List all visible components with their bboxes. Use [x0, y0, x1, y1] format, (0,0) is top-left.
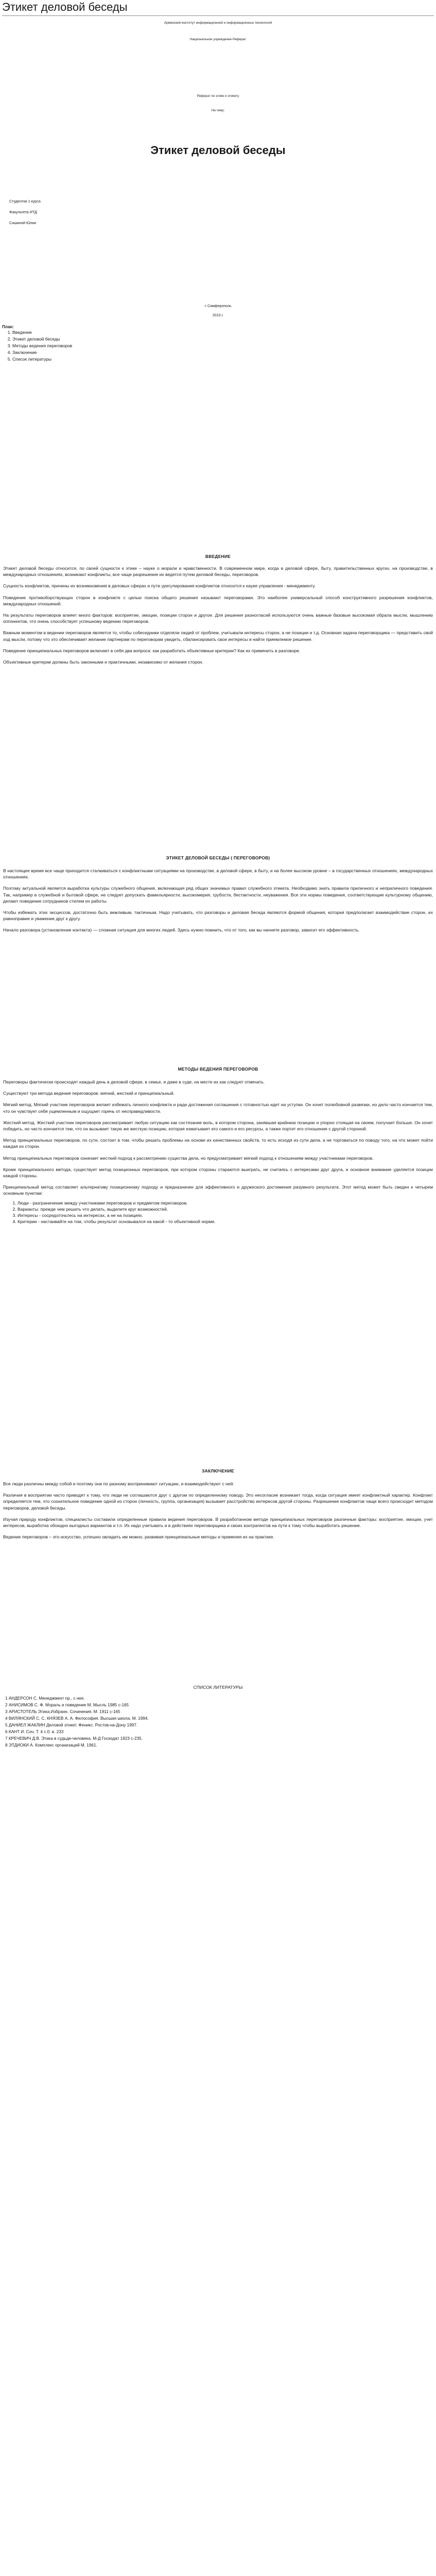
part2-section	[0, 1066, 436, 1225]
institution-line-2: Национальное учреждение Реферат	[189, 38, 247, 41]
part1-section	[0, 855, 436, 934]
part2-paragraph: Переговоры фактически происходят каждый день в деловой сфере, в семье, и даже в суде, на месте их как следует отмечать.	[3, 1079, 265, 1084]
intro-paragraph: Важным моментом в ведении переговоров является то, чтобы собеседники отделяли людей от проблем, учитывали интересы сторон, а не позиции и т.д. Основная задача переговорщика — представить свой ход мысли, потому что это обеспечивает желание партнерам по переговорам увидеть, сбалансировать свои интересы и найти приемлемое решение.	[3, 630, 433, 642]
reference-item: 6 КАНТ И. Соч. Т. 4 с.0: в. 233	[5, 1730, 64, 1734]
conclusion-section	[0, 1468, 436, 1540]
part1-paragraph: Чтобы избежать этих эксцессов, достаточно быть вежливым, тактичным. Надо учитывать, что разговоры и деловая беседа являются формой общения, которая предполагает взаимодействие сторон, их равноправие и уважение друг к другу.	[3, 910, 433, 922]
reference-item: 2 АНИСИМОВ С. Ф. Мораль и поведение М. Мысль 1985 с-165	[5, 1703, 129, 1707]
conclusion-paragraph: Ведение переговоров – это искусство, успешно овладеть им можно, развивая принципиальные методы и применяя их на практике.	[3, 1534, 274, 1540]
name-line: Сишиной Юлии	[9, 221, 37, 225]
plan-item: 2. Этикет деловой беседы	[12, 336, 436, 343]
principles-list-item: 2. Варианты: прежде чем решить что делать, выделите круг возможностей.	[18, 1206, 436, 1212]
reference-item: 3 АРИСТОТЕЛЬ Этика.Избранн. Сочинения. М. 1911 с-165	[5, 1709, 120, 1714]
cover-city-year	[0, 304, 436, 318]
part2-paragraph: Метод принципиальных переговоров, по сути, состоит в том, чтобы решать проблемы на основе их качественных свойств, то есть исходя из сути дела, а не торговаться по поводу того, на что может пойти каждая из сторон.	[3, 1138, 433, 1149]
part2-paragraph: Принципиальный метод составляет альтернативу позиционному подходу и предназначен для эффективного и дружеского достижения разумного результата. Этот метод может быть сведен к четырем основным пунктам:	[3, 1184, 433, 1196]
conclusion-paragraph: Изучая природу конфликтов, специалисты составили определенные правила ведения переговоров. В разработанном методе принципиальных переговоров различные факторы: восприятие, эмоции, учет интересов, выработка обоюдно выгодных вариантов и т.п. Их надо учитывать и в действиях переговорщика и своих контрагентов на пути к тому чтобы выработать решение.	[3, 1516, 433, 1529]
intro-paragraph: Сущность конфликтов, причины их возникновения в деловых сферах и пути урегулирования конфликтов относится к науке управления - менеджменту.	[3, 583, 316, 589]
principles-list-item: 4. Критерии - настаивайте на том, чтобы результат основывался на какой - то объективной норме.	[18, 1218, 436, 1225]
document-title: Этикет деловой беседы	[150, 144, 286, 157]
principles-list	[0, 1200, 436, 1225]
reference-item: 1 АНДЕРСОН С. Менеджмент пр., с нее.	[5, 1696, 85, 1701]
part2-paragraph: Мягкий метод. Мягкий участник переговоров желает избежать личного конфликта и ради достижения соглашения с готовностью идет на уступки. Он хочет полюбовной развязки, но дело часто кончается тем, что он чувствует себя ущемленным и ощущает горечь от несправедливости.	[3, 1102, 433, 1114]
part2-paragraph: Существуют три метода ведения переговоров: мягкий, жесткий и принципиальный.	[3, 1091, 175, 1096]
intro-paragraph: Объективные критерии должны быть законными и практичными, независимо от желания сторон.	[3, 659, 203, 665]
topic-line: На тему:	[211, 109, 225, 112]
references-section	[0, 1685, 436, 1749]
conclusion-paragraph: Все люди различны между собой и поэтому они по разному воспринимают ситуацию, и взаимодействуют с ней.	[3, 1481, 234, 1486]
part2-paragraph: Кроме принципиального метода, существует метод позиционных переговоров, при котором стороны стараются выиграть, не считаясь с интересами друг друга, и основное внимание уделяется позиции каждой стороны.	[3, 1166, 433, 1179]
faculty-line: Факультета ИТД	[9, 210, 37, 214]
plan-title: План:	[2, 325, 14, 329]
part1-paragraph: Поэтому актуальной является выработка культуры служебного общения, включающая ряд общих значимых правил служебного этикета. Необходимо знать правила приличного и неприличного поведения. Так, например в служебной и бытовой сфере, не следует допускать фамильярности, высокомерия, грубости, бестактности, неуважения. Все эти нормы поведения, соответствующие культурному общению, делают поведение сотрудников стилем их работы.	[3, 886, 433, 904]
part1-paragraph: В настоящее время все чаще приходится сталкиваться с конфликтными ситуациями на производстве, в деловой сфере, в быту, и на более высоком уровне – в государственных отношениях, международных отношениях.	[3, 868, 433, 880]
intro-paragraph: Поведение принципиальных переговоров включает в себя два вопроса: как разработать объективные критерии? Как их применить в разговоре.	[3, 648, 301, 653]
institution-line-1: Армянский институт информационной и информационных технологий	[164, 21, 272, 25]
referat-line: Реферат по этике и этикету	[197, 94, 239, 98]
principles-list-item: 1. Люди - разграничение между участниками переговоров и предметом переговоров.	[18, 1200, 436, 1206]
plan-section	[0, 325, 436, 363]
intro-paragraph: Поведение противоборствующих сторон в конфликте с целью поиска общего решения называют переговорами. Это наиболее универсальный способ конструктивного разрешения конфликтов, международных отношений.	[3, 595, 433, 606]
plan-list	[0, 329, 436, 363]
plan-item: 1. Введение	[12, 329, 436, 336]
conclusion-paragraph: Различия в восприятии часто приводят к тому, что люди не соглашаются друг с другом по определенному поводу. Это несогласие возникает тогда, когда ситуация имеет конфликтный характер. Конфликт определяется тем, что сознательное поведение одной из сторон (личность, группа, организация) вызывает расстройство интересов другой стороны. Разрешение конфликтов чаще всего происходит методом переговоров, деловой беседы.	[3, 1493, 433, 1511]
year-line: 2010 г.	[212, 314, 224, 317]
cover-author-block	[0, 198, 436, 226]
part1-heading: ЭТИКЕТ ДЕЛОВОЙ БЕСЕДЫ ( ПЕРЕГОВОРОВ)	[166, 855, 270, 860]
part2-paragraph: Метод принципиальных переговоров означает жесткий подход к рассмотрению существа дела, но предусматривает мягкий подход к отношениям между участниками переговоров.	[3, 1155, 374, 1161]
intro-paragraph: Этикет деловой беседы относится, по своей сущности к этике – науке о морали и нравственности. В современном мире, когда в деловой сфере, быту, правительственных кругах, на производстве, в международных отношениях, возникают конфликты, все чаще разрешение их ведется путем деловой беседы, переговоров.	[3, 566, 433, 578]
principles-list-item: 3. Интересы - сосредоточьтесь на интересах, а не на позициях.	[18, 1212, 436, 1218]
reference-item: 4 ВИЛЯНСКИЙ С. С. КНЯЗЕВ А. А. Философия. Высшая школа. М. 1994.	[5, 1716, 149, 1721]
conclusion-heading: ЗАКЛЮЧЕНИЕ	[202, 1468, 234, 1473]
plan-item: 3. Методы ведения переговоров	[12, 343, 436, 349]
part2-heading: МЕТОДЫ ВЕДЕНИЯ ПЕРЕГОВОРОВ	[178, 1066, 258, 1072]
part1-paragraph: Начало разговора (установление контакта) — сложная ситуация для многих людей. Здесь нужно помнить, что от того, как вы начнете разговор, зависит его эффективность.	[3, 927, 360, 933]
city-line: г. Симферополь	[204, 304, 232, 308]
title-divider	[2, 15, 434, 16]
page-title: Этикет деловой беседы	[2, 1, 128, 13]
reference-item: 5 ДАНИЕЛ ЖАКЛИН Деловой этикет. Феникс. Ростов-на-Дону 1997.	[5, 1723, 138, 1727]
reference-item: 8 ЭТДИОКИ А. Комплекс организаций М. 1961.	[5, 1743, 97, 1748]
references-title: СПИСОК ЛИТЕРАТУРЫ	[193, 1685, 243, 1690]
intro-section	[0, 554, 436, 665]
intro-heading: ВВЕДЕНИЕ	[205, 554, 231, 559]
reference-item: 7 КРЕЧЕВИЧ Д.В. Этика в судьде-человека. М-Д Госиздат 1923 с-235.	[5, 1736, 143, 1741]
cover-institution	[0, 21, 436, 42]
cover-referat	[0, 94, 436, 113]
plan-item: 4. Заключение	[12, 349, 436, 356]
plan-item: 5. Список литературы	[12, 356, 436, 363]
student-line: Студентки 1 курса	[9, 199, 41, 204]
part2-paragraph: Жесткий метод. Жесткий участник переговоров рассматривает любую ситуацию как состязание воль, в котором сторона, занявшая крайнюю позицию и упорно стоящая на своем, получает больше. Он хочет победить, но часто кончается тем, что он вызывает такую же жесткую позицию, которая изматывает его самого и его ресурсы, а также портит его отношения с другой стороной.	[3, 1120, 433, 1132]
intro-paragraph: На результаты переговоров влияет много факторов: восприятие, эмоции, позиции сторон и другое. Для решения разногласий используются очень важные базовые высокомая обрала мысли, мышлению оппонентов, что очень способствует успешному ведению переговоров.	[3, 613, 433, 624]
